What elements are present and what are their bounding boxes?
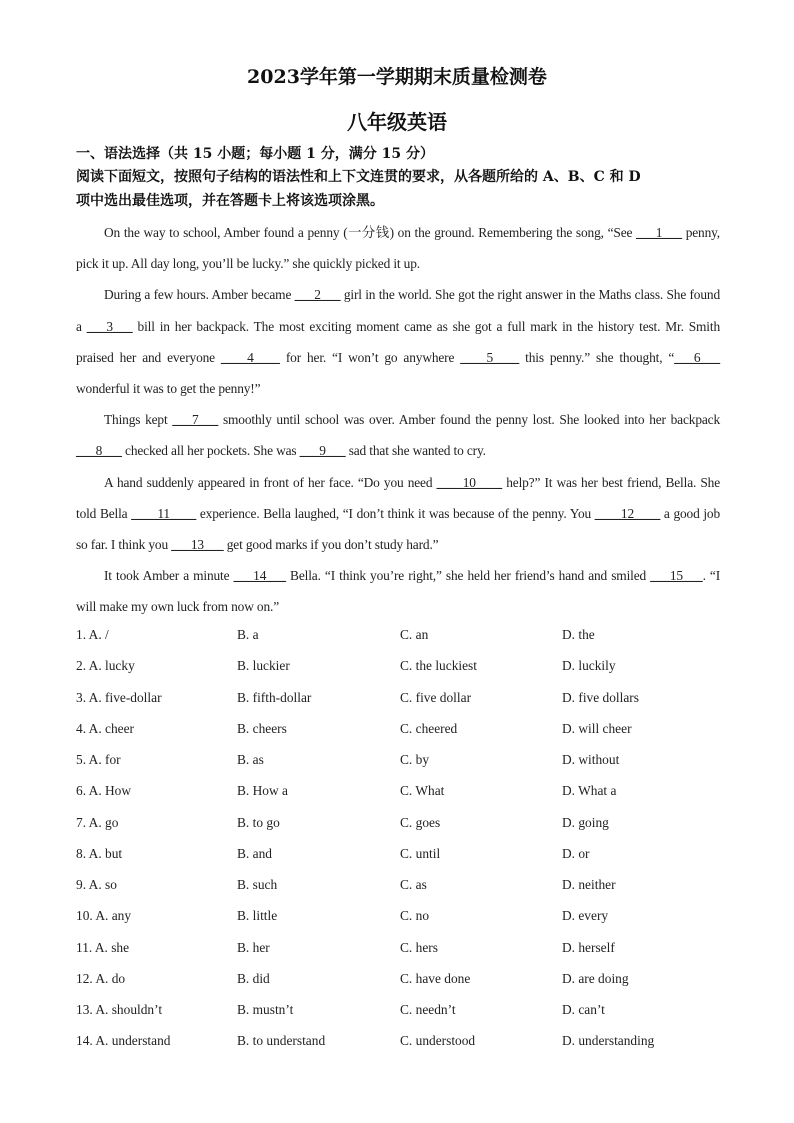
question-options-row [76, 934, 736, 965]
question-options-row [76, 777, 736, 808]
section-instruction-line-1: 阅读下面短文，按照句子结构的语法性和上下文连贯的要求，从各题所给的 A、B、C 和 D [76, 169, 641, 185]
answer-blank: ___15___ [650, 568, 703, 584]
passage-text: girl in the world. She got the right answer in the Maths class. She found a [76, 287, 720, 334]
option-choice-d: D. What a [562, 783, 617, 799]
option-choice-a: 4. A. cheer [76, 720, 135, 736]
option-choice-b: B. to understand [237, 1033, 326, 1049]
passage-text: a good job so far. I think you [76, 505, 721, 553]
passage-text: experience. Bella laughed, “I don’t think it was because of the penny. You [196, 505, 595, 521]
answer-blank: ___13___ [171, 537, 224, 553]
option-choice-a: 10. A. any [76, 908, 132, 924]
question-options-row [76, 652, 736, 683]
option-choice-a: 7. A. go [76, 814, 119, 830]
passage-text: penny, pick it up. All day long, you’ll be lucky.” she quickly picked it up. [76, 225, 720, 272]
passage-text: It took Amber a minute [104, 568, 234, 584]
option-choice-a: 12. A. do [76, 970, 126, 986]
question-options-row [76, 684, 736, 715]
passage-paragraph-5 [76, 560, 720, 622]
option-choice-c: C. as [400, 877, 427, 892]
option-choice-a: 8. A. but [76, 845, 123, 861]
passage-paragraph-2 [76, 279, 720, 404]
answer-blank: ____12____ [594, 505, 661, 521]
option-choice-d: D. herself [562, 939, 615, 955]
passage-text: wonderful it was to get the penny!” [76, 381, 261, 397]
answer-blank: ___6___ [674, 349, 721, 365]
option-choice-a: 5. A. for [76, 752, 121, 767]
option-choice-d: D. understanding [562, 1033, 655, 1049]
answer-blank: ___9___ [299, 443, 346, 459]
passage-text: checked all her pockets. She was [121, 443, 300, 459]
answer-blank: ____11____ [131, 505, 197, 521]
answer-blank: ____10____ [436, 474, 503, 490]
reading-passage [76, 217, 720, 623]
question-options-row [76, 715, 736, 746]
option-choice-c: C. understood [400, 1033, 476, 1049]
passage-text: sad that she wanted to cry. [345, 443, 486, 459]
option-choice-d: D. can’t [562, 1002, 605, 1017]
answer-blank: ___8___ [76, 443, 122, 459]
option-choice-d: D. are doing [562, 970, 629, 986]
passage-text: Things kept [104, 412, 173, 428]
option-choice-b: B. fifth-dollar [237, 689, 312, 705]
answer-blank: ____4____ [220, 349, 280, 365]
question-options-row [76, 809, 736, 840]
passage-text: get good marks if you don’t study hard.” [223, 537, 439, 553]
option-choice-c: C. cheered [400, 720, 458, 736]
option-choice-c: C. five dollar [400, 689, 472, 705]
answer-options-list [76, 621, 736, 1059]
question-options-row [76, 996, 736, 1027]
passage-text: Bella. “I think you’re right,” she held her friend’s hand and smiled [285, 568, 651, 584]
answer-blank: ___2___ [294, 287, 341, 303]
option-choice-d: D. luckily [562, 658, 616, 674]
option-choice-b: B. mustn’t [237, 1002, 294, 1017]
passage-paragraph-3 [76, 404, 720, 466]
answer-blank: ___1___ [636, 225, 682, 240]
option-choice-a: 13. A. shouldn’t [76, 1002, 163, 1017]
option-choice-b: B. did [237, 970, 270, 986]
option-choice-d: D. five dollars [562, 689, 639, 705]
option-choice-b: B. How a [237, 783, 288, 799]
exam-title: 2023学年第一学期期末质量检测卷 [247, 66, 547, 88]
answer-blank: ___3___ [86, 318, 133, 334]
passage-paragraph-4 [76, 467, 720, 561]
option-choice-d: D. or [562, 845, 590, 861]
passage-text: . “I will make my own luck from now on.” [76, 568, 720, 615]
question-options-row [76, 621, 736, 652]
option-choice-c: C. by [400, 752, 430, 767]
option-choice-c: C. hers [400, 939, 438, 955]
question-options-row [76, 902, 736, 933]
option-choice-a: 3. A. five-dollar [76, 689, 162, 705]
answer-blank: ____5____ [460, 349, 520, 365]
option-choice-b: B. little [237, 908, 278, 924]
option-choice-b: B. and [237, 845, 272, 861]
question-options-row [76, 965, 736, 996]
passage-text: During a few hours. Amber became [104, 287, 295, 303]
option-choice-b: B. a [237, 627, 259, 642]
passage-text: On the way to school, Amber found a penny (一分钱) on the ground. Remembering the song, “See [104, 225, 637, 240]
option-choice-a: 9. A. so [76, 877, 117, 892]
option-choice-b: B. her [237, 939, 270, 955]
question-options-row [76, 840, 736, 871]
option-choice-b: B. as [237, 752, 264, 767]
option-choice-a: 2. A. lucky [76, 658, 135, 674]
section-instruction-line-2: 项中选出最佳选项，并在答题卡上将该选项涂黑。 [76, 193, 384, 209]
passage-text: A hand suddenly appeared in front of her face. “Do you need [104, 474, 437, 490]
answer-blank: ___14___ [233, 568, 286, 584]
passage-paragraph-1 [76, 217, 720, 279]
passage-text: help?” It was her best friend, Bella. She told Bella [76, 474, 720, 521]
option-choice-a: 11. A. she [76, 939, 130, 955]
option-choice-a: 14. A. understand [76, 1033, 171, 1049]
passage-text: smoothly until school was over. Amber found the penny lost. She looked into her backpack [218, 412, 720, 428]
option-choice-c: C. until [400, 845, 441, 861]
passage-text: this penny.” she thought, “ [519, 349, 675, 365]
option-choice-d: D. neither [562, 877, 616, 892]
option-choice-a: 6. A. How [76, 783, 132, 799]
section-heading: 一、语法选择（共 15 小题；每小题 1 分，满分 15 分） [76, 146, 434, 162]
option-choice-c: C. goes [400, 814, 441, 830]
question-options-row [76, 746, 736, 777]
option-choice-b: B. such [237, 877, 278, 892]
option-choice-d: D. without [562, 752, 620, 767]
option-choice-c: C. needn’t [400, 1002, 456, 1017]
option-choice-b: B. cheers [237, 720, 287, 736]
exam-subtitle: 八年级英语 [347, 110, 447, 134]
option-choice-b: B. to go [237, 814, 280, 830]
option-choice-b: B. luckier [237, 658, 290, 674]
answer-blank: ___7___ [172, 412, 219, 428]
passage-text: for her. “I won’t go anywhere [279, 349, 461, 365]
passage-text: bill in her backpack. The most exciting moment came as she got a full mark in the history test. Mr. Smith praised her and everyone [76, 318, 720, 365]
option-choice-c: C. have done [400, 970, 471, 986]
option-choice-d: D. will cheer [562, 720, 632, 736]
option-choice-c: C. What [400, 783, 445, 799]
question-options-row [76, 1027, 736, 1058]
question-options-row [76, 871, 736, 902]
option-choice-d: D. going [562, 814, 609, 830]
option-choice-d: D. the [562, 627, 595, 642]
option-choice-d: D. every [562, 908, 609, 924]
option-choice-a: 1. A. / [76, 627, 109, 642]
option-choice-c: C. the luckiest [400, 658, 477, 674]
option-choice-c: C. no [400, 908, 430, 924]
option-choice-c: C. an [400, 627, 429, 642]
